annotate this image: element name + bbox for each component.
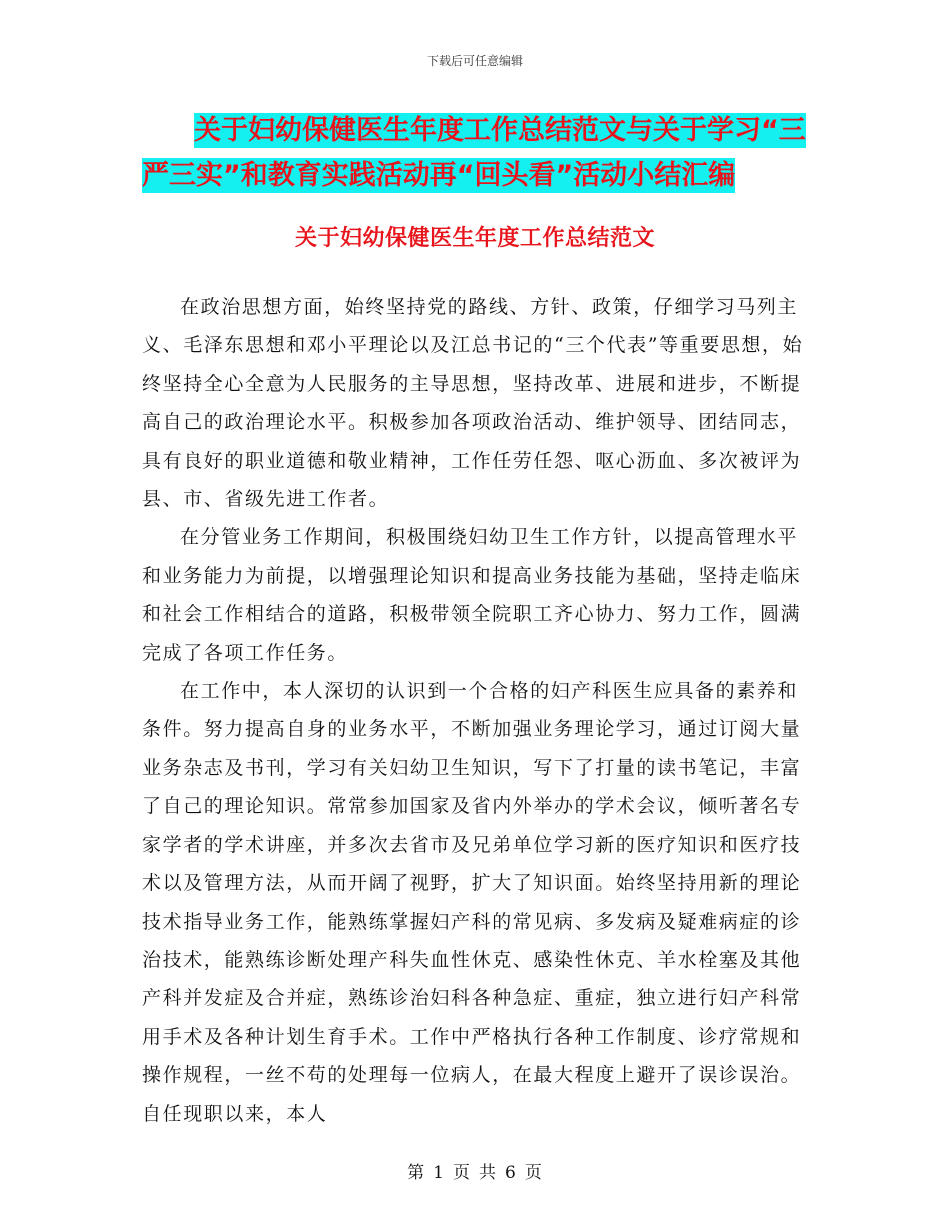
total-pages: 6: [505, 1163, 517, 1183]
page-number: 1: [433, 1163, 445, 1183]
section-title: 关于妇幼保健医生年度工作总结范文: [294, 226, 655, 251]
body-text: [142, 288, 806, 1133]
paragraph-3: 在工作中，本人深切的认识到一个合格的妇产科医生应具备的素养和条件。努力提高自身的业务水平，不断加强业务理论学习，通过订阅大量业务杂志及书刊，学习有关妇幼卫生知识，写下了打量的读书笔记，丰富了自己的理论知识。常常参加国家及省内外举办的学术会议，倾听著名专家学者的学术讲座，并多次去省市及兄弟单位学习新的医疗知识和医疗技术以及管理方法，从而开阔了视野，扩大了知识面。始终坚持用新的理论技术指导业务工作，能熟练掌握妇产科的常见病、多发病及疑难病症的诊治技术，能熟练诊断处理产科失血性休克、感染性休克、羊水栓塞及其他产科并发症及合并症，熟练诊治妇科各种急症、重症，独立进行妇产科常用手术及各种计划生育手术。工作中严格执行各种工作制度、诊疗常规和操作规程，一丝不苟的处理每一位病人，在最大程度上避开了误诊误治。自任现职以来，本人: [142, 680, 802, 1125]
page-footer: [0, 1158, 950, 1183]
paragraph-1: 在政治思想方面，始终坚持党的路线、方针、政策，仔细学习马列主义、毛泽东思想和邓小平理论以及江总书记的“三个代表”等重要思想，始终坚持全心全意为人民服务的主导思想，坚持改革、进展和进步，不断提高自己的政治理论水平。积极参加各项政治活动、维护领导、团结同志，具有良好的职业道德和敬业精神，工作任劳任怨、呕心沥血、多次被评为县、市、省级先进工作者。: [142, 296, 804, 511]
title-line-2: [142, 153, 812, 198]
total-label: 共: [479, 1163, 497, 1183]
total-unit: 页: [524, 1163, 543, 1183]
title-line-2-text: 严三实”和教育实践活动再“回头看”活动小结汇编: [142, 160, 736, 191]
paragraph-2: 在分管业务工作期间，积极围绕妇幼卫生工作方针，以提高管理水平和业务能力为前提，以增强理论知识和提高业务技能为基础，坚持走临床和社会工作相结合的道路，积极带领全院职工齐心协力、努力工作，圆满完成了各项工作任务。: [142, 526, 802, 664]
title-line-1: [142, 108, 812, 153]
document-title: [142, 108, 812, 198]
page-label: 第: [407, 1163, 426, 1183]
page-unit: 页: [453, 1163, 471, 1183]
title-line-1-text: 关于妇幼保健医生年度工作总结范文与关于学习“三: [194, 115, 806, 146]
header-note: 下载后可任意编辑: [426, 54, 523, 68]
